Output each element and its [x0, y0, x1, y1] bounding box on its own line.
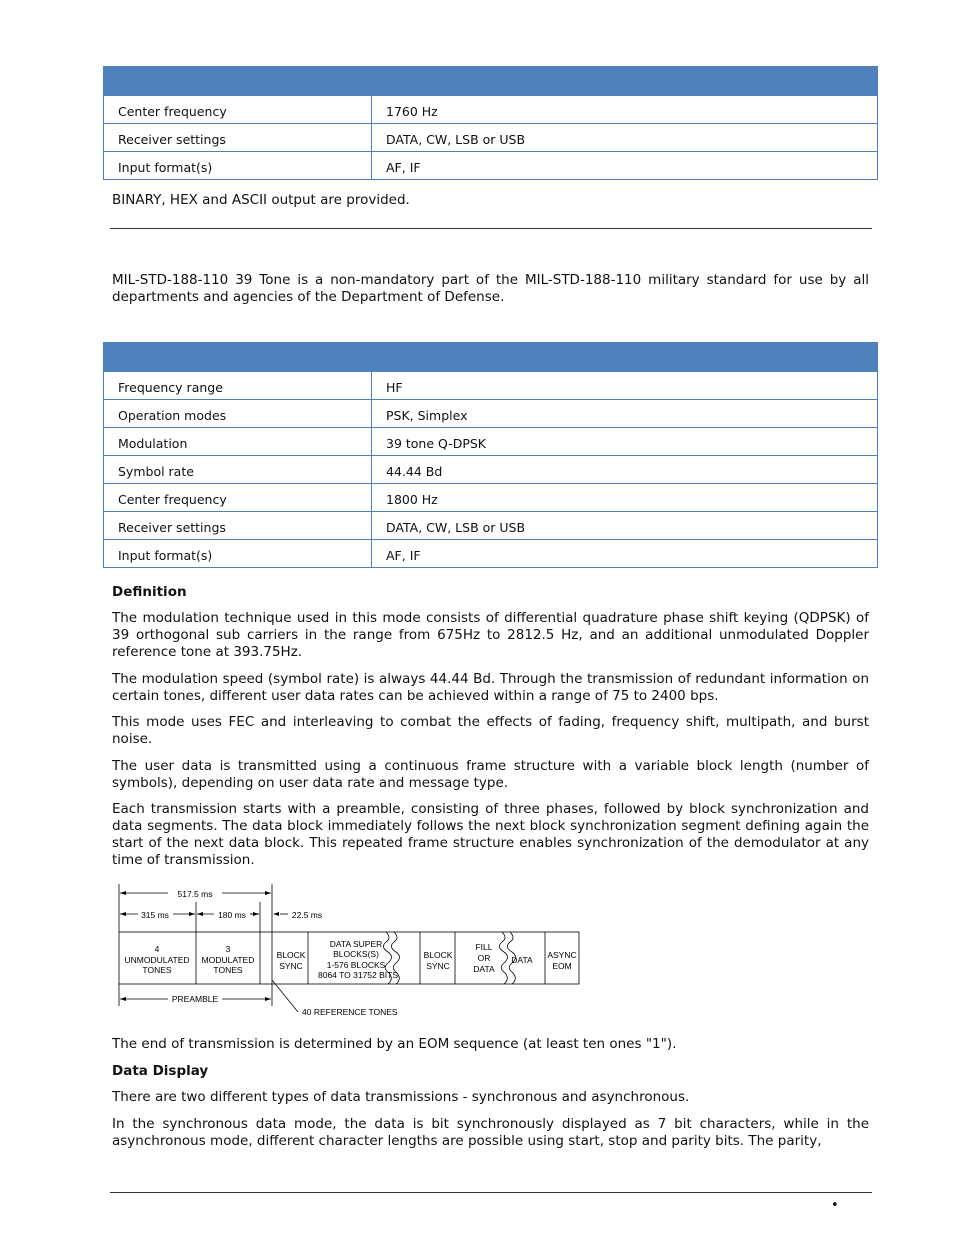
- param-value: 39 tone Q-DPSK: [372, 428, 878, 456]
- seg6-line1: FILL: [475, 942, 493, 952]
- seg1-line3: TONES: [142, 965, 172, 975]
- table-header-row: [104, 67, 878, 96]
- seg1-line2: UNMODULATED: [124, 955, 190, 965]
- table-row: [104, 484, 878, 512]
- table-row: [104, 96, 878, 124]
- param-label: Center frequency: [104, 96, 372, 124]
- table-header-row: [104, 343, 878, 372]
- definition-paragraph-1: The modulation technique used in this mode consists of differential quadrature phase shift keying (QDPSK) of 39 orthogonal sub carriers in the range from 675Hz to 2812.5 Hz, and an additional unmodulated Doppler reference tone at 393.75Hz.: [112, 610, 869, 660]
- param-label: Receiver settings: [104, 512, 372, 540]
- seg1-line1: 4: [154, 944, 160, 954]
- label-22ms: 22.5 ms: [291, 910, 323, 920]
- param-label: Modulation: [104, 428, 372, 456]
- eom-paragraph: The end of transmission is determined by an EOM sequence (at least ten ones "1").: [112, 1036, 677, 1052]
- param-value: AF, IF: [372, 540, 878, 568]
- definition-heading: Definition: [112, 584, 187, 600]
- frame-structure-diagram: [110, 880, 590, 1020]
- seg6-data: DATA: [511, 955, 533, 965]
- data-display-paragraph-1: There are two different types of data transmissions - synchronous and asynchronous.: [112, 1089, 690, 1105]
- param-label: Input format(s): [104, 152, 372, 180]
- seg6-line3: DATA: [473, 964, 495, 974]
- param-label: Frequency range: [104, 372, 372, 400]
- seg7-line2: EOM: [552, 961, 572, 971]
- seg2-line2: MODULATED: [201, 955, 255, 965]
- label-517ms: 517.5 ms: [177, 889, 213, 899]
- param-value: 44.44 Bd: [372, 456, 878, 484]
- param-label: Receiver settings: [104, 124, 372, 152]
- footer-divider: [110, 1192, 872, 1193]
- parameters-table-2: [103, 342, 878, 568]
- table-row: [104, 512, 878, 540]
- seg4-line2: BLOCKS(S): [333, 949, 379, 959]
- param-value: PSK, Simplex: [372, 400, 878, 428]
- param-value: HF: [372, 372, 878, 400]
- label-preamble: PREAMBLE: [171, 994, 219, 1004]
- definition-paragraph-4: The user data is transmitted using a continuous frame structure with a variable block length (number of symbols), depending on user data rate and message type.: [112, 758, 869, 791]
- footer-bullet: •: [831, 1198, 839, 1213]
- table-row: [104, 372, 878, 400]
- seg2-line3: TONES: [213, 965, 243, 975]
- definition-paragraph-3: This mode uses FEC and interleaving to combat the effects of fading, frequency shift, multipath, and burst noise.: [112, 714, 869, 747]
- seg4-line3: 1-576 BLOCKS: [326, 960, 386, 970]
- seg7-line1: ASYNC: [547, 950, 577, 960]
- label-315ms: 315 ms: [141, 910, 169, 920]
- param-label: Operation modes: [104, 400, 372, 428]
- data-display-paragraph-2: In the synchronous data mode, the data is bit synchronously displayed as 7 bit characters, while in the asynchronous mode, different character lengths are possible using start, stop and parity bits. The parity,: [112, 1116, 869, 1149]
- seg3-line2: SYNC: [279, 961, 303, 971]
- seg5-line2: SYNC: [426, 961, 450, 971]
- param-value: AF, IF: [372, 152, 878, 180]
- param-value: DATA, CW, LSB or USB: [372, 124, 878, 152]
- data-display-heading: Data Display: [112, 1063, 209, 1079]
- label-reference-tones: 40 REFERENCE TONES: [302, 1007, 398, 1017]
- table-row: [104, 124, 878, 152]
- definition-paragraph-2: The modulation speed (symbol rate) is always 44.44 Bd. Through the transmission of redundant information on certain tones, different user data rates can be achieved within a range of 75 to 2400 bps.: [112, 671, 869, 704]
- intro-paragraph: MIL-STD-188-110 39 Tone is a non-mandatory part of the MIL-STD-188-110 military standard for use by all departments and agencies of the Department of Defense.: [112, 272, 869, 305]
- param-value: DATA, CW, LSB or USB: [372, 512, 878, 540]
- param-value: 1800 Hz: [372, 484, 878, 512]
- param-value: 1760 Hz: [372, 96, 878, 124]
- seg4-line4: 8064 TO 31752 BITS: [317, 970, 399, 980]
- seg6-line2: OR: [477, 953, 491, 963]
- table-row: [104, 428, 878, 456]
- seg3-line1: BLOCK: [276, 950, 306, 960]
- seg5-line1: BLOCK: [423, 950, 453, 960]
- param-label: Input format(s): [104, 540, 372, 568]
- table-row: [104, 540, 878, 568]
- param-label: Symbol rate: [104, 456, 372, 484]
- label-180ms: 180 ms: [218, 910, 246, 920]
- definition-paragraph-5: Each transmission starts with a preamble, consisting of three phases, followed by block synchronization and data segments. The data block immediately follows the next block synchronization segment defining again the start of the next data block. This repeated frame structure enables synchronization of the demodulator at any time of transmission.: [112, 801, 869, 868]
- table-row: [104, 400, 878, 428]
- output-note: BINARY, HEX and ASCII output are provided.: [112, 192, 410, 208]
- table-row: [104, 456, 878, 484]
- table-row: [104, 152, 878, 180]
- parameters-table-1: [103, 66, 878, 180]
- section-divider: [110, 228, 872, 229]
- seg2-line1: 3: [225, 944, 231, 954]
- seg4-line1: DATA SUPER: [329, 939, 383, 949]
- param-label: Center frequency: [104, 484, 372, 512]
